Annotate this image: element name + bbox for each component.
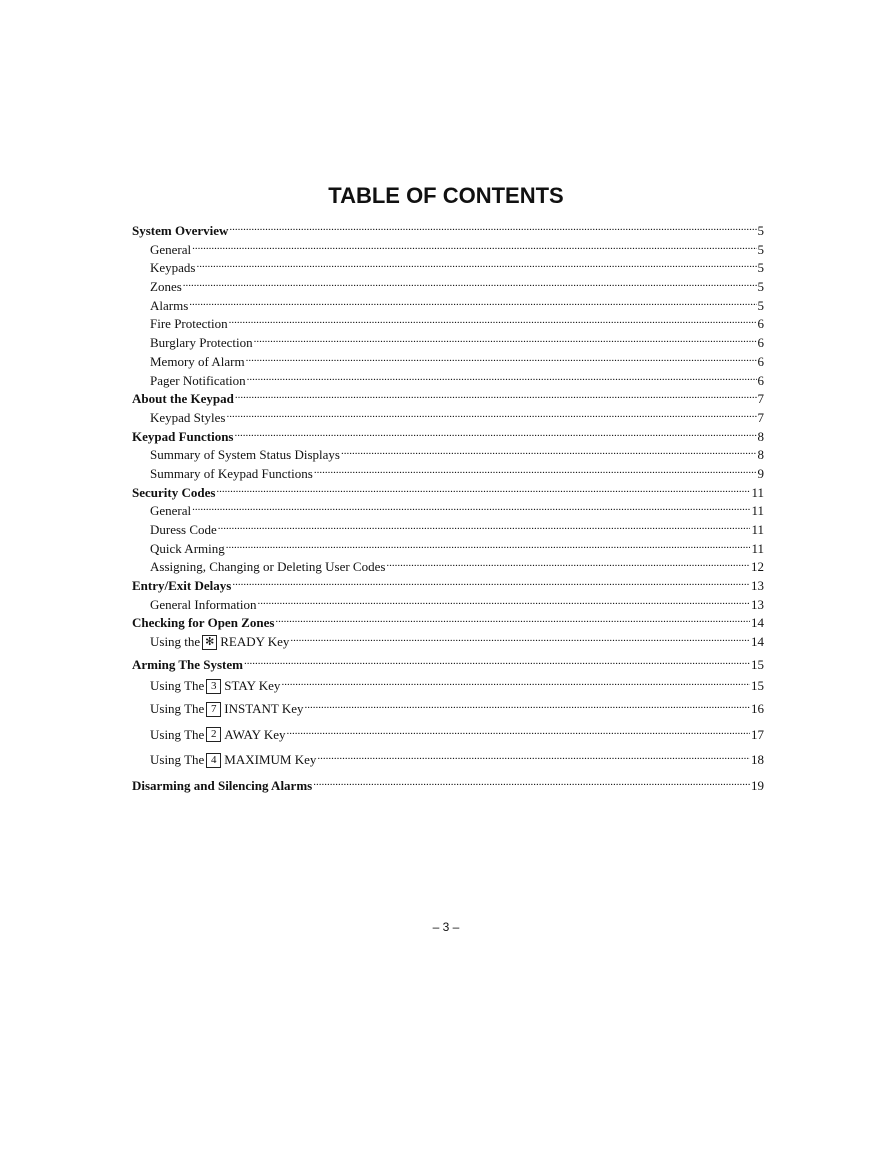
dot-leader [189, 297, 756, 310]
toc-entry-label: Entry/Exit Delays [132, 578, 232, 594]
toc-entry-instant-key [132, 696, 764, 722]
dot-leader [183, 278, 757, 291]
toc-entry-duress-code [132, 521, 764, 540]
toc-page-number: 11 [751, 540, 764, 556]
toc-page-number: 13 [751, 578, 764, 594]
dot-leader [305, 700, 750, 713]
toc-entry-label: Fire Protection [150, 316, 228, 332]
toc-entry-away-key [132, 722, 764, 748]
toc-page-number: 11 [751, 503, 764, 519]
dot-leader [341, 446, 757, 459]
toc-page-number: 14 [751, 615, 764, 631]
toc-entry-label: Disarming and Silencing Alarms [132, 777, 313, 793]
toc-page-number: 19 [751, 777, 764, 793]
key-3-icon: 3 [206, 679, 221, 694]
toc-entry-label [150, 633, 289, 652]
dot-leader [192, 502, 750, 515]
toc-entry-general [132, 241, 764, 260]
toc-page-number: 18 [751, 752, 764, 767]
toc-entry-label-suffix: AWAY Key [224, 726, 286, 742]
toc-entry-general-information [132, 596, 764, 615]
key-2-icon: 2 [206, 727, 221, 742]
toc-page-number: 6 [757, 335, 764, 351]
toc-page-number: 5 [757, 241, 764, 257]
toc-entry-zones [132, 278, 764, 297]
toc-entry-quick-arming [132, 540, 764, 559]
toc-page-number: 15 [751, 656, 764, 672]
toc-entry-fire-protection [132, 315, 764, 334]
toc-entry-entry-exit-delays [132, 577, 764, 596]
dot-leader [281, 677, 750, 690]
toc-entry-label-suffix: INSTANT Key [224, 701, 304, 716]
toc-page-number: 13 [751, 596, 764, 612]
toc-entry-keypad-functions [132, 428, 764, 447]
dot-leader [197, 259, 757, 272]
dot-leader [247, 372, 757, 385]
toc-entry-label: Keypad Functions [132, 428, 234, 444]
dot-leader [226, 540, 751, 553]
toc-entry-label: Keypad Styles [150, 409, 226, 425]
toc-page-number: 8 [757, 428, 764, 444]
toc-entry-label: About the Keypad [132, 391, 234, 407]
toc-entry-label [150, 747, 316, 773]
toc-entry-label: Alarms [150, 297, 189, 313]
toc-entry-general-codes [132, 502, 764, 521]
toc-page-number: 5 [757, 260, 764, 276]
dot-leader [244, 656, 750, 669]
toc-entry-label: Summary of System Status Displays [150, 447, 340, 463]
toc-entry-label-prefix: Using The [150, 701, 205, 716]
toc-page-number: 6 [757, 316, 764, 332]
toc-entry-label-prefix: Using The [150, 752, 205, 767]
toc-page-number: 7 [757, 391, 764, 407]
dot-leader [275, 614, 750, 627]
toc-entry-label: Burglary Protection [150, 335, 253, 351]
dot-leader [314, 465, 757, 478]
dot-leader [229, 222, 756, 235]
asterisk-key-icon: ✻ [202, 635, 217, 650]
dot-leader [216, 484, 750, 497]
key-7-icon: 7 [206, 702, 221, 717]
toc-entry-summary-status-displays [132, 446, 764, 465]
toc-entry-label: Duress Code [150, 522, 217, 537]
toc-entry-ready-key [132, 633, 764, 652]
toc-page-number: 16 [751, 701, 764, 716]
dot-leader [290, 633, 750, 646]
toc-entry-label: Summary of Keypad Functions [150, 465, 313, 481]
toc-entry-label: Checking for Open Zones [132, 615, 275, 631]
toc-entry-label-suffix: MAXIMUM Key [224, 752, 317, 767]
toc-entry-label-prefix: Using The [150, 678, 205, 694]
toc-entry-summary-keypad-functions [132, 465, 764, 484]
table-of-contents [132, 222, 764, 798]
dot-leader [235, 428, 757, 441]
toc-entry-label: Keypads [150, 260, 196, 276]
toc-entry-label: Pager Notification [150, 372, 246, 388]
toc-entry-label: Assigning, Changing or Deleting User Codes [150, 559, 386, 575]
toc-entry-label [150, 696, 304, 722]
toc-page-number: 5 [757, 223, 764, 238]
toc-entry-label: General [150, 241, 192, 257]
toc-entry-label: General Information [150, 596, 257, 612]
toc-entry-label: Zones [150, 279, 182, 295]
toc-entry-maximum-key [132, 747, 764, 773]
toc-entry-system-overview [132, 222, 764, 241]
toc-entry-label [150, 677, 280, 696]
toc-entry-stay-key [132, 677, 764, 696]
toc-entry-label: General [150, 503, 192, 519]
toc-page-number: 5 [757, 279, 764, 295]
toc-page-number: 17 [751, 726, 764, 742]
toc-page-number: 12 [751, 559, 764, 575]
key-4-icon: 4 [206, 753, 221, 768]
toc-page-number: 9 [757, 465, 764, 481]
toc-entry-label: Security Codes [132, 484, 216, 500]
page-title: TABLE OF CONTENTS [328, 183, 564, 208]
toc-entry-disarming-silencing [132, 773, 764, 799]
dot-leader [313, 777, 750, 790]
toc-page-number: 5 [757, 297, 764, 313]
dot-leader [386, 558, 750, 571]
toc-entry-checking-open-zones [132, 614, 764, 633]
dot-leader [232, 577, 750, 590]
dot-leader [286, 726, 750, 739]
dot-leader [218, 521, 751, 534]
dot-leader [257, 596, 750, 609]
toc-entry-arming-the-system [132, 652, 764, 678]
toc-entry-label [150, 722, 285, 748]
toc-entry-label-prefix: Using the [150, 634, 201, 650]
toc-page-number: 15 [751, 678, 764, 694]
toc-page-number: 11 [751, 522, 764, 537]
toc-entry-label: Memory of Alarm [150, 353, 245, 369]
toc-entry-pager-notification [132, 372, 764, 391]
toc-entry-label: Arming The System [132, 656, 243, 672]
toc-entry-label-suffix: STAY Key [224, 678, 281, 694]
page-number-footer: – 3 – [432, 920, 460, 934]
toc-page-number: 8 [757, 447, 764, 463]
toc-page-number: 7 [757, 409, 764, 425]
dot-leader [226, 409, 756, 422]
dot-leader [229, 315, 757, 328]
dot-leader [192, 241, 756, 254]
toc-entry-keypads [132, 259, 764, 278]
toc-entry-security-codes [132, 484, 764, 503]
toc-page-number: 6 [757, 353, 764, 369]
toc-entry-about-the-keypad [132, 390, 764, 409]
toc-page-number: 14 [751, 634, 764, 650]
toc-page-number: 11 [751, 484, 764, 500]
toc-entry-label: Quick Arming [150, 540, 225, 556]
toc-entry-keypad-styles [132, 409, 764, 428]
toc-entry-alarms [132, 297, 764, 316]
toc-entry-burglary-protection [132, 334, 764, 353]
toc-entry-memory-of-alarm [132, 353, 764, 372]
dot-leader [235, 390, 757, 403]
toc-entry-label: System Overview [132, 223, 229, 238]
dot-leader [254, 334, 757, 347]
toc-entry-label-suffix: READY Key [220, 634, 290, 650]
toc-entry-label-prefix: Using The [150, 726, 205, 742]
dot-leader [246, 353, 757, 366]
dot-leader [317, 751, 750, 764]
toc-page-number: 6 [757, 372, 764, 388]
toc-entry-user-codes [132, 558, 764, 577]
